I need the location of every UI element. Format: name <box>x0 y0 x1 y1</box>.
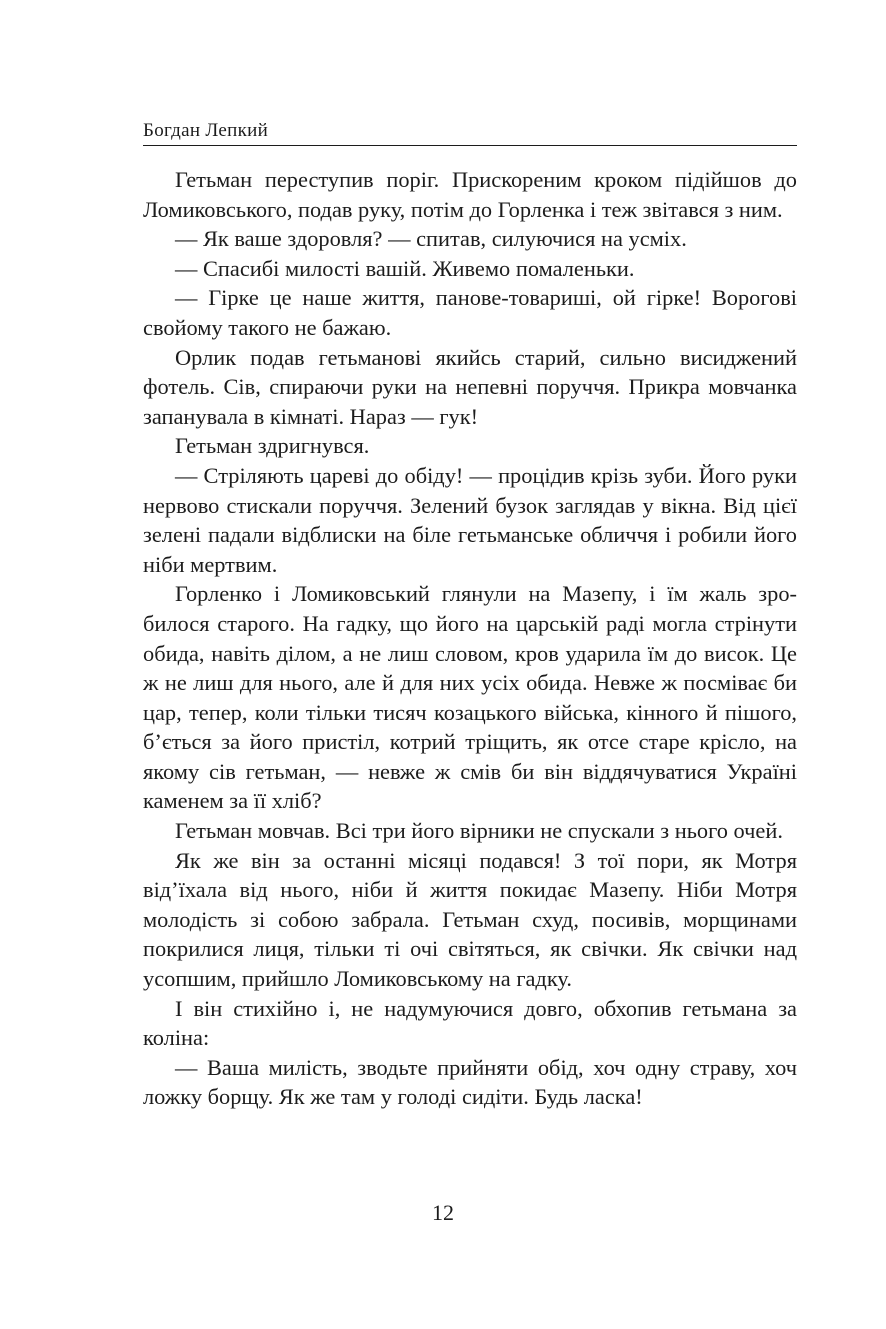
paragraph: Орлик подав гетьманові якийсь старий, сильно висиджений фотель. Сів, спираючи руки на непевні поруччя. Прикра мовчанка запанувала в кімнаті. Нараз — гук! <box>143 344 797 429</box>
page-number: 12 <box>432 1200 454 1225</box>
paragraph: Гетьман переступив поріг. Прискореним кроком підійшов до Ломиковського, подав руку, потім до Горленка і теж звітався з ним. <box>143 167 797 222</box>
running-title: Богдан Лепкий <box>143 120 269 141</box>
paragraph: Гетьман мовчав. Всі три його вірники не спускали з нього очей. <box>175 818 783 844</box>
paragraph: — Стріляють цареві до обіду! — процідив крізь зуби. Його руки нервово стискали поруччя. Зелений бузок заглядав у вікна. Від цієї зелені падали відблиски на біле гетьманське обличчя і робили його ніби мертвим. <box>143 462 797 577</box>
body-text <box>143 165 797 1112</box>
paragraph: І він стихійно і, не надумуючися довго, обхопив гетьмана за коліна: <box>143 995 797 1051</box>
paragraph: Як же він за останні місяці подався! З тої пори, як Мотря від’їхала від нього, ніби й життя покидає Мазепу. Ніби Мотря молодість зі собою забрала. Гетьман схуд, посивів, морщинами покрилися лиця, тільки ті очі світяться, як свічки. Як свічки над усопшим, прийшло Ломиковському на гадку. <box>143 847 797 992</box>
paragraph: — Ваша милість, зводьте прийняти обід, хоч одну страву, хоч ложку борщу. Як же там у голоді сидіти. Будь ласка! <box>143 1054 797 1110</box>
paragraph: — Як ваше здоровля? — спитав, силуючися на усміх. <box>175 226 687 252</box>
paragraph: Горленко і Ломиковський глянули на Мазепу, і їм жаль зробилося старого. На гадку, що його на царській раді могла стрінути обида, навіть ділом, а не лиш словом, кров ударила їм до висок. Це ж не лиш для нього, але й для них усіх обида. Невже ж посміває би цар, тепер, коли тільки тисяч козацького війська, кінного й пішого, б’ється за його пристіл, котрий тріщить, як отсе старе крісло, на якому сів гетьман, — невже ж смів би він віддячуватися Україні каменем за її хліб? <box>143 581 797 814</box>
paragraph: — Гірке це наше життя, панове-товариші, ой гірке! Ворогові свойому такого не бажаю. <box>143 285 797 340</box>
running-head <box>143 118 797 146</box>
paragraph: Гетьман здригнувся. <box>175 433 370 459</box>
paragraph: — Спасибі милості вашій. Живемо помаленьки. <box>175 255 635 281</box>
